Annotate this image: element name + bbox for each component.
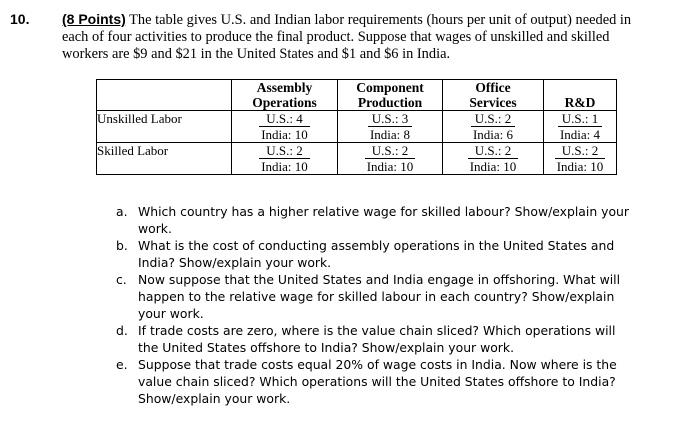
- part-text: What is the cost of conducting assembly operations in the United States and India? Show/explain your work.: [138, 238, 615, 270]
- table-row: [97, 111, 617, 127]
- row-label-unskilled: Unskilled Labor: [97, 111, 232, 127]
- table-cell: India: 4: [544, 126, 617, 143]
- header-office: Office Services: [443, 80, 544, 111]
- part-marker: c.: [116, 272, 127, 287]
- question-number: 10.: [10, 11, 30, 27]
- list-item: [116, 271, 636, 322]
- part-marker: d.: [116, 323, 128, 338]
- table-cell: U.S.: 1: [544, 111, 617, 127]
- question-text: The table gives U.S. and Indian labor requirements (hours per unit of output) needed in each of four activities to produce the final product. Suppose that wages of unskilled and skilled workers are $9 and $21 in the United States and $1 and $6 in India.: [62, 12, 632, 62]
- table-cell: U.S.: 3: [338, 111, 443, 127]
- points-label: (8 Points): [62, 11, 126, 27]
- list-item: [116, 322, 636, 356]
- table-cell: India: 10: [232, 158, 338, 175]
- table-header-row: [97, 80, 617, 111]
- table-cell: U.S.: 4: [232, 111, 338, 127]
- part-text: If trade costs are zero, where is the value chain sliced? Which operations will the United States offshore to India? Show/explain your work.: [138, 323, 616, 355]
- table-cell: U.S.: 2: [443, 111, 544, 127]
- list-item: [116, 237, 636, 271]
- table-cell: India: 10: [338, 158, 443, 175]
- header-empty-cell: [97, 80, 232, 111]
- table-cell: U.S.: 2: [443, 143, 544, 159]
- table-cell: India: 10: [232, 126, 338, 143]
- table-cell: India: 8: [338, 126, 443, 143]
- labor-requirements-table: [96, 79, 617, 175]
- part-text: Suppose that trade costs equal 20% of wage costs in India. Now where is the value chain sliced? Which operations will the United States offshore to India? Show/explain your work.: [138, 357, 617, 406]
- part-marker: e.: [116, 357, 128, 372]
- header-rnd: R&D: [544, 80, 617, 111]
- table-cell: India: 10: [443, 158, 544, 175]
- list-item: [116, 203, 636, 237]
- table-cell: India: 10: [544, 158, 617, 175]
- question-parts-list: [116, 203, 636, 407]
- row-label-empty: [97, 158, 232, 175]
- part-text: Now suppose that the United States and India engage in offshoring. What will happen to the relative wage for skilled labour in each country? Show/explain your work.: [138, 272, 621, 321]
- table-cell: U.S.: 2: [544, 143, 617, 159]
- header-assembly: Assembly Operations: [232, 80, 338, 111]
- part-marker: a.: [116, 204, 128, 219]
- header-component: Component Production: [338, 80, 443, 111]
- row-label-skilled: Skilled Labor: [97, 143, 232, 159]
- table-cell: India: 6: [443, 126, 544, 143]
- table-cell: U.S.: 2: [338, 143, 443, 159]
- part-marker: b.: [116, 238, 128, 253]
- table-row: [97, 143, 617, 159]
- table-cell: U.S.: 2: [232, 143, 338, 159]
- table-row: [97, 126, 617, 143]
- table-row: [97, 158, 617, 175]
- row-label-empty: [97, 126, 232, 143]
- part-text: Which country has a higher relative wage for skilled labour? Show/explain your work.: [138, 204, 629, 236]
- list-item: [116, 356, 636, 407]
- question-prompt: [62, 11, 637, 62]
